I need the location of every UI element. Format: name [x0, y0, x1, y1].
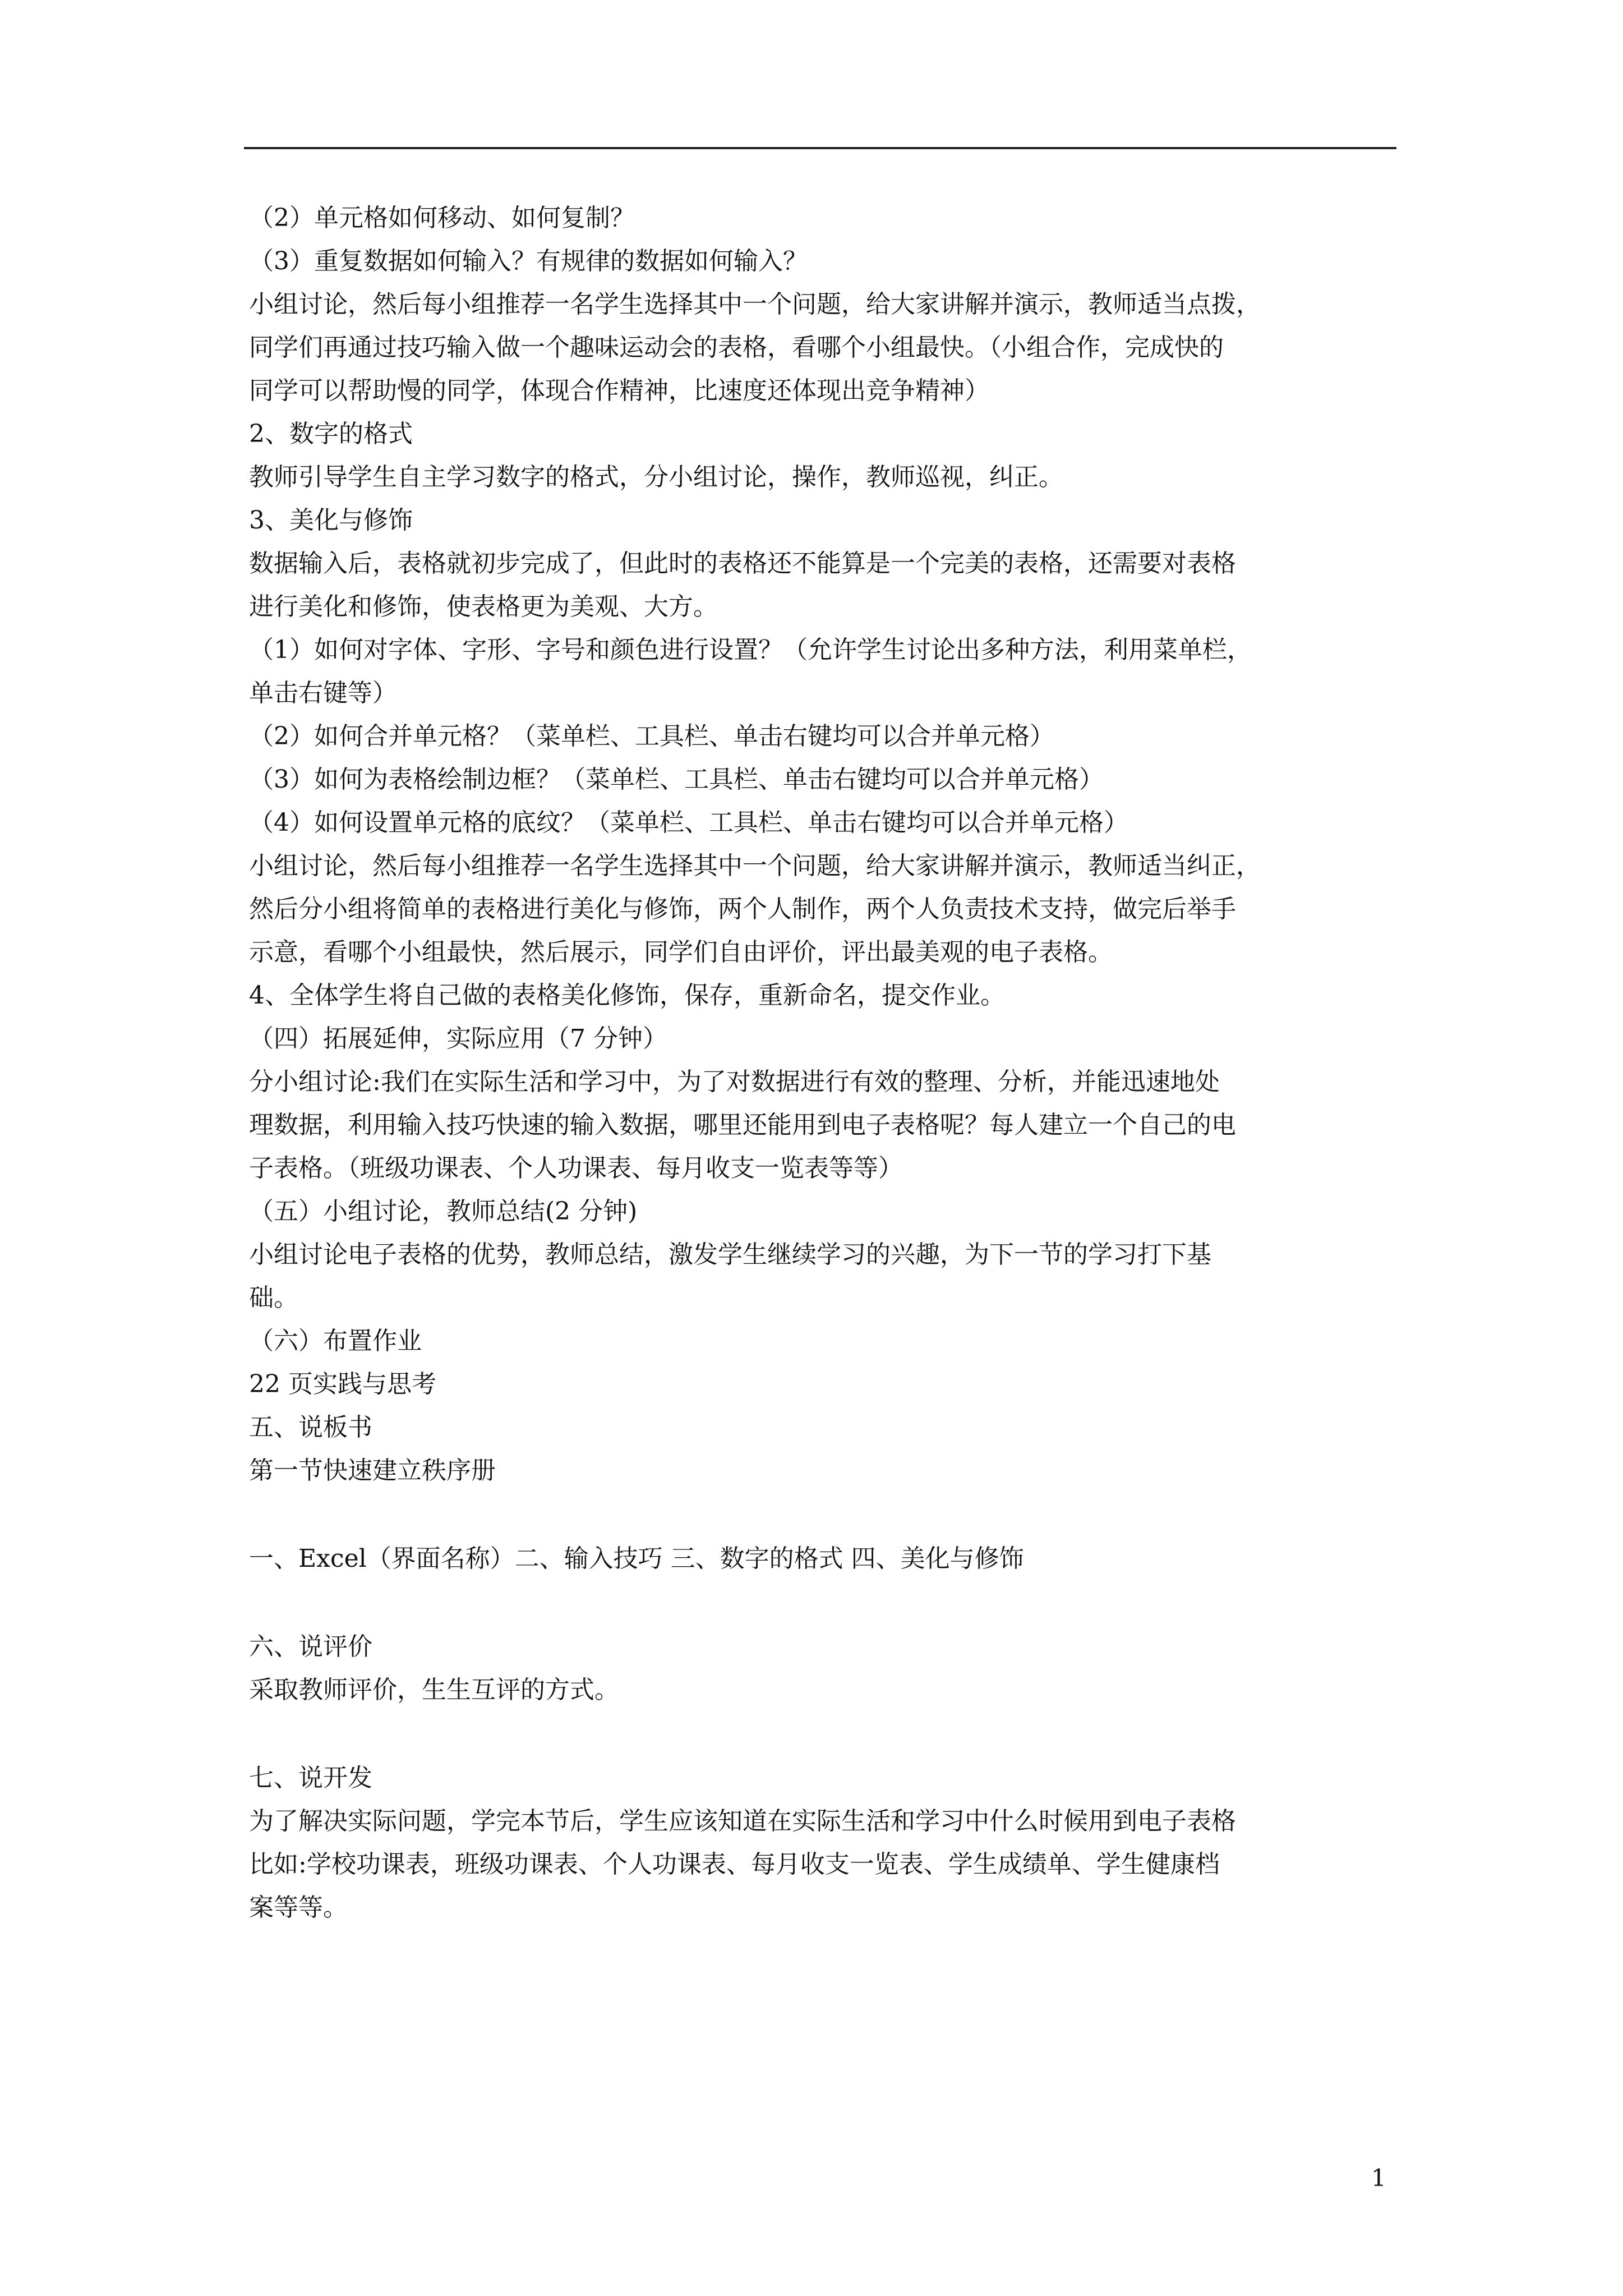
paragraph	[249, 1800, 1399, 1929]
text-line: 采取教师评价，生生互评的方式。	[249, 1676, 619, 1704]
paragraph	[249, 1537, 1399, 1580]
text-line: 小组讨论，然后每小组推荐一名学生选择其中一个问题，给大家讲解并演示，教师适当点拨，	[249, 290, 1261, 319]
paragraph	[249, 542, 1399, 628]
text-line: 然后分小组将简单的表格进行美化与修饰，两个人制作，两个人负责技术支持，做完后举手	[249, 895, 1236, 923]
paragraph	[249, 196, 1399, 240]
text-line: 五、说板书	[249, 1413, 372, 1442]
text-line	[249, 1711, 1399, 1756]
text-line: 教师引导学生自主学习数字的格式，分小组讨论，操作，教师巡视，纠正。	[249, 463, 1063, 491]
blank-line	[249, 1492, 1399, 1537]
paragraph	[249, 628, 1399, 715]
text-line: 案等等。	[249, 1893, 348, 1922]
text-line: 分小组讨论:我们在实际生活和学习中，为了对数据进行有效的整理、分析，并能迅速地处	[249, 1068, 1220, 1096]
text-line: 4、全体学生将自己做的表格美化修饰，保存，重新命名，提交作业。	[249, 981, 1005, 1010]
paragraph	[249, 1449, 1399, 1492]
text-line: 3、美化与修饰	[249, 506, 413, 535]
paragraph	[249, 1363, 1399, 1406]
paragraph	[249, 1668, 1399, 1711]
blank-line	[249, 1580, 1399, 1625]
paragraph	[249, 844, 1399, 974]
text-line: 子表格。（班级功课表、个人功课表、每月收支一览表等等）	[249, 1154, 903, 1182]
paragraph	[249, 715, 1399, 758]
text-line: 础。	[249, 1283, 298, 1312]
paragraph	[249, 1625, 1399, 1668]
text-line: （4）如何设置单元格的底纹？（菜单栏、工具栏、单击右键均可以合并单元格）	[249, 808, 1128, 837]
text-line: 六、说评价	[249, 1632, 372, 1661]
paragraph	[249, 1319, 1399, 1363]
text-line: 数据输入后，表格就初步完成了，但此时的表格还不能算是一个完美的表格，还需要对表格	[249, 549, 1236, 578]
text-line: （3）重复数据如何输入？有规律的数据如何输入？	[249, 247, 808, 275]
text-line: 一、Excel（界面名称）二、输入技巧 三、数字的格式 四、美化与修饰	[249, 1544, 1024, 1573]
paragraph	[249, 801, 1399, 844]
paragraph	[249, 412, 1399, 455]
paragraph	[249, 758, 1399, 801]
text-line: 小组讨论，然后每小组推荐一名学生选择其中一个问题，给大家讲解并演示，教师适当纠正，	[249, 852, 1261, 880]
text-line: （五）小组讨论，教师总结(2 分钟)	[249, 1197, 638, 1226]
text-line: 单击右键等）	[249, 679, 397, 707]
text-line: 同学可以帮助慢的同学，体现合作精神，比速度还体现出竞争精神）	[249, 376, 989, 405]
text-line: 同学们再通过技巧输入做一个趣味运动会的表格，看哪个小组最快。（小组合作，完成快的	[249, 333, 1224, 362]
paragraph	[249, 1406, 1399, 1449]
paragraph	[249, 1756, 1399, 1800]
text-line: 示意，看哪个小组最快，然后展示，同学们自由评价，评出最美观的电子表格。	[249, 938, 1113, 967]
text-line: （四）拓展延伸，实际应用（7 分钟）	[249, 1024, 667, 1053]
text-line: （六）布置作业	[249, 1327, 422, 1355]
text-line: （1）如何对字体、字形、字号和颜色进行设置？（允许学生讨论出多种方法，利用菜单栏，	[249, 636, 1252, 664]
paragraph	[249, 974, 1399, 1017]
text-line: 进行美化和修饰，使表格更为美观、大方。	[249, 592, 718, 621]
text-line: （2）单元格如何移动、如何复制？	[249, 204, 635, 232]
text-line: 22 页实践与思考	[249, 1370, 436, 1398]
text-line: （3）如何为表格绘制边框？（菜单栏、工具栏、单击右键均可以合并单元格）	[249, 765, 1104, 794]
header-rule	[244, 147, 1396, 149]
document-body	[249, 196, 1399, 1929]
text-line: 为了解决实际问题，学完本节后，学生应该知道在实际生活和学习中什么时候用到电子表格	[249, 1807, 1236, 1835]
page-number: 1	[1371, 2164, 1386, 2192]
blank-line	[249, 1711, 1399, 1756]
text-line	[249, 1580, 1399, 1625]
paragraph	[249, 1233, 1399, 1319]
paragraph	[249, 240, 1399, 283]
paragraph	[249, 1190, 1399, 1233]
paragraph	[249, 455, 1399, 499]
text-line: 小组讨论电子表格的优势，教师总结，激发学生继续学习的兴趣，为下一节的学习打下基	[249, 1240, 1211, 1269]
text-line: 2、数字的格式	[249, 420, 413, 448]
text-line: 第一节快速建立秩序册	[249, 1456, 496, 1485]
paragraph	[249, 499, 1399, 542]
paragraph	[249, 1060, 1399, 1190]
text-line: 理数据，利用输入技巧快速的输入数据，哪里还能用到电子表格呢？每人建立一个自己的电	[249, 1111, 1236, 1139]
text-line: 七、说开发	[249, 1764, 372, 1792]
paragraph	[249, 1017, 1399, 1060]
text-line	[249, 1492, 1399, 1537]
text-line: 比如:学校功课表，班级功课表、个人功课表、每月收支一览表、学生成绩单、学生健康档	[249, 1850, 1220, 1879]
paragraph	[249, 283, 1399, 412]
text-line: （2）如何合并单元格？（菜单栏、工具栏、单击右键均可以合并单元格）	[249, 722, 1054, 751]
